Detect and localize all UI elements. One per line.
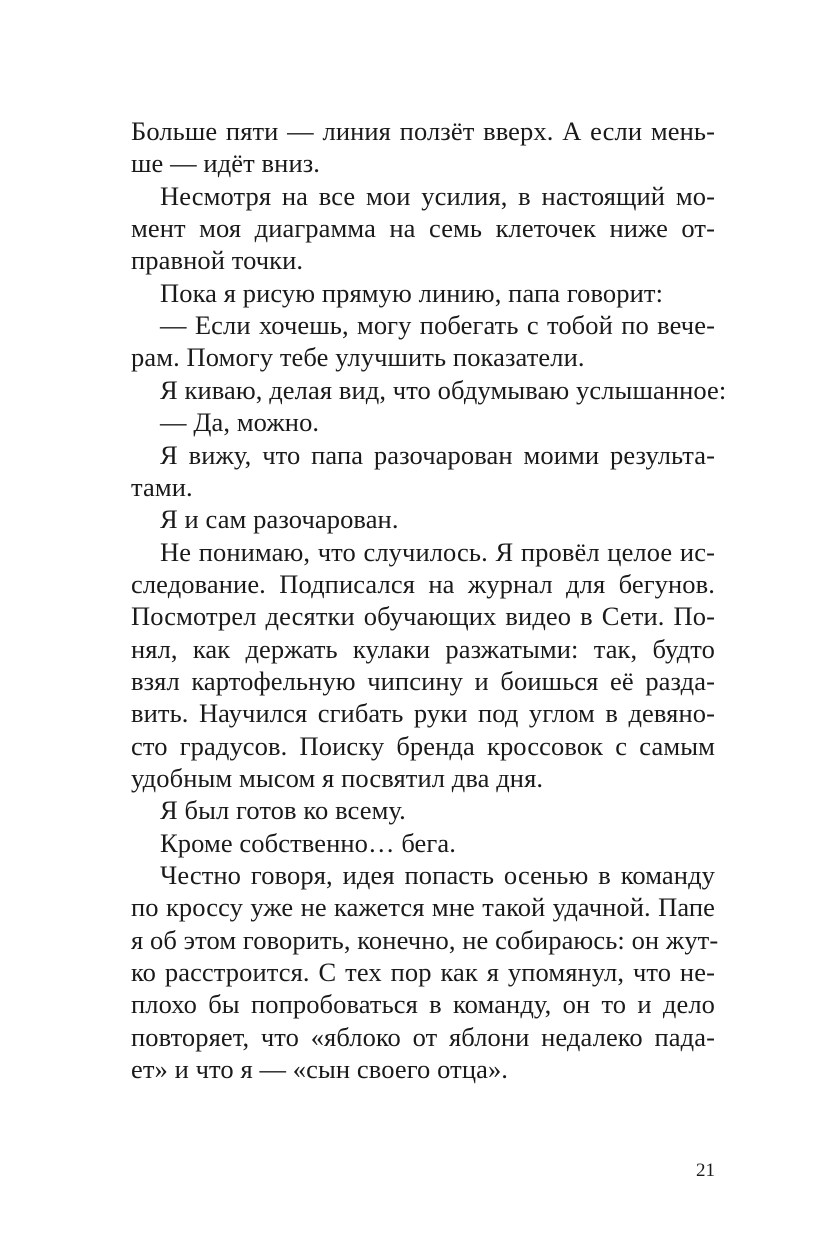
text-line: Я был готов ко всему. bbox=[160, 795, 406, 825]
text-line: Посмотрел десятки обучающих видео в Сети. По- bbox=[131, 601, 715, 631]
text-line: ет» и что я — «сын своего отца». bbox=[131, 1054, 509, 1084]
text-line: рам. Помогу тебе улучшить показатели. bbox=[131, 342, 585, 372]
text-line: вить. Научился сгибать руки под углом в девяно- bbox=[131, 698, 715, 728]
text-line: повторяет, что «яблоко от яблони недалеко пада- bbox=[131, 1022, 715, 1052]
text-line: тами. bbox=[131, 472, 193, 502]
text-line: правной точки. bbox=[131, 245, 304, 275]
text-line: по кроссу уже не кажется мне такой удачной. Папе bbox=[131, 892, 715, 922]
page-number: 21 bbox=[696, 1160, 715, 1181]
text-line: плохо бы попробоваться в команду, он то и дело bbox=[131, 989, 715, 1019]
text-line: взял картофельную чипсину и боишься её разда- bbox=[131, 666, 715, 696]
text-line: сто градусов. Поиску бренда кроссовок с самым bbox=[131, 731, 715, 761]
text-line: Я киваю, делая вид, что обдумываю услышанное: bbox=[160, 375, 727, 405]
text-line: — Если хочешь, могу побегать с тобой по вече- bbox=[160, 310, 715, 340]
text-line: я об этом говорить, конечно, не собираюсь: он жут- bbox=[131, 925, 719, 955]
text-line: удобным мысом я посвятил два дня. bbox=[131, 763, 544, 793]
text-line: ше — идёт вниз. bbox=[131, 148, 321, 178]
text-line: Больше пяти — линия ползёт вверх. А если мень- bbox=[131, 116, 715, 146]
text-line: нял, как держать кулаки разжатыми: так, будто bbox=[131, 634, 715, 664]
text-line: Не понимаю, что случилось. Я провёл целое ис- bbox=[160, 537, 715, 567]
text-line: Пока я рисую прямую линию, папа говорит: bbox=[160, 278, 664, 308]
text-line: Несмотря на все мои усилия, в настоящий мо- bbox=[160, 181, 715, 211]
text-line: Кроме собственно… бега. bbox=[160, 828, 456, 858]
text-line: ко расстроится. С тех пор как я упомянул, что не- bbox=[131, 957, 715, 987]
text-line: мент моя диаграмма на семь клеточек ниже от- bbox=[131, 213, 715, 243]
text-line: Честно говоря, идея попасть осенью в команду bbox=[160, 860, 715, 890]
text-line: Я вижу, что папа разочарован моими результа- bbox=[160, 440, 715, 470]
text-line: Я и сам разочарован. bbox=[160, 504, 399, 534]
text-line: следование. Подписался на журнал для бегунов. bbox=[131, 569, 715, 599]
text-line: — Да, можно. bbox=[160, 407, 320, 437]
